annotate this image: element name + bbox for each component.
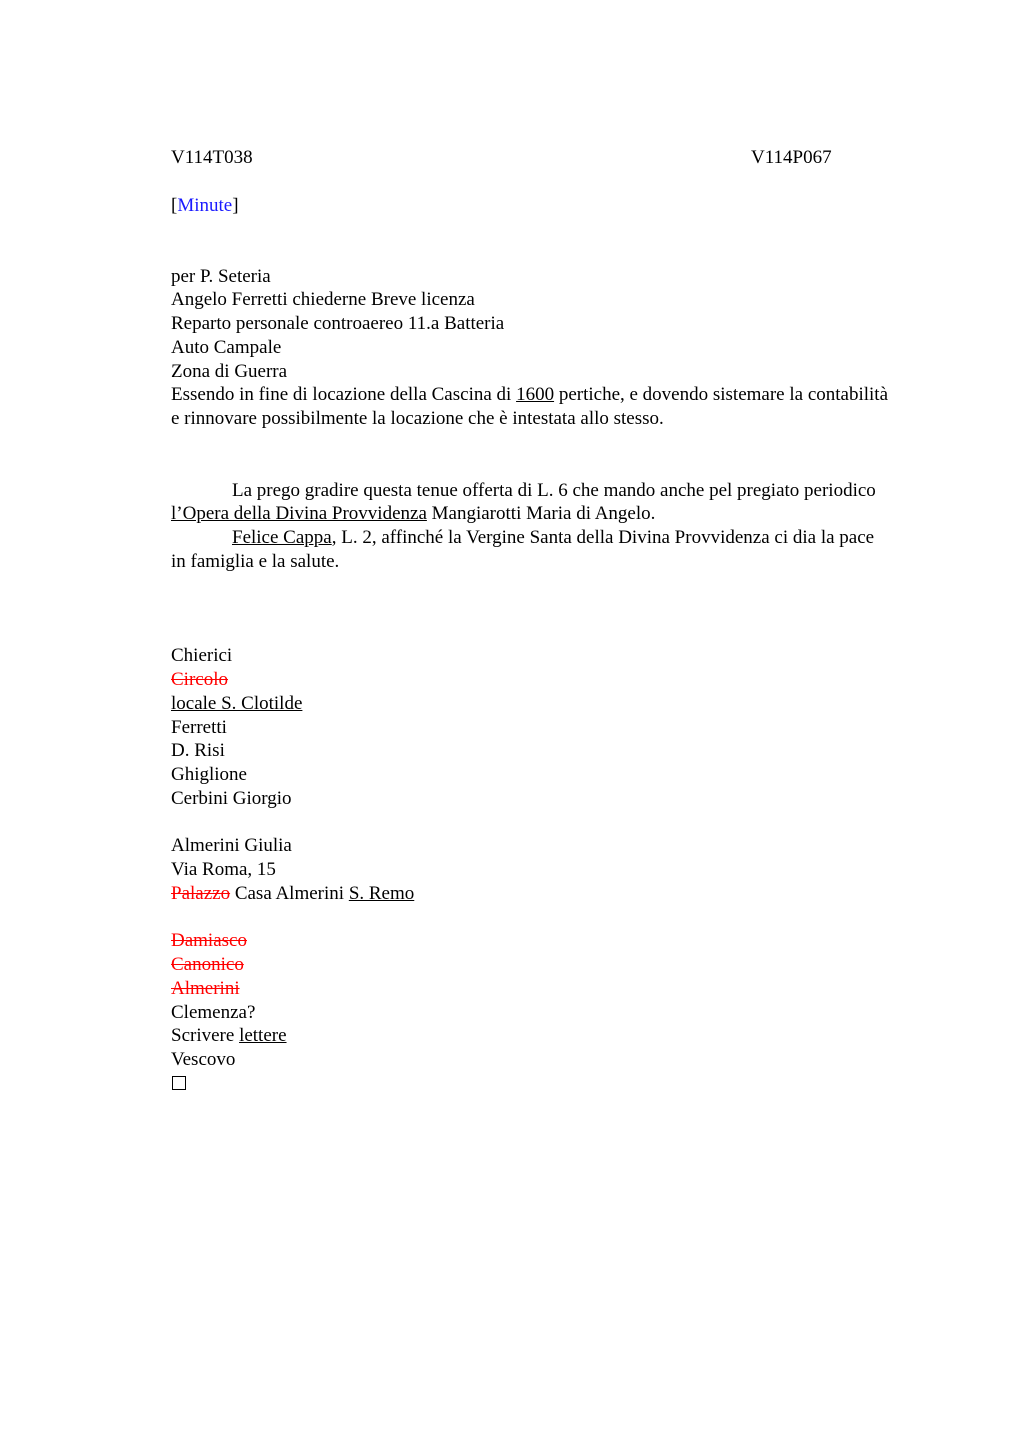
offer-donor-name: Felice Cappa <box>232 527 332 549</box>
document-code-right: V114P067 <box>751 147 832 168</box>
address-name: Almerini Giulia <box>171 835 292 857</box>
minute-bracket-close: ] <box>232 195 239 216</box>
empty-box-icon <box>172 1076 186 1090</box>
list-item: Clemenza? <box>171 1001 256 1023</box>
intro-line: per P. Seteria <box>171 265 271 287</box>
offer-text-end: Mangiarotti Maria di Angelo. <box>426 503 656 525</box>
struck-word: Palazzo <box>171 882 231 904</box>
minute-line <box>171 194 893 218</box>
scrivere-text: Scrivere <box>171 1025 240 1047</box>
struck-list-item: Almerini <box>171 977 240 999</box>
offer-text: La prego gradire questa tenue offerta di L. 6 che mando anche pel pregiato periodico <box>232 479 876 501</box>
list-item: Cerbini Giorgio <box>171 787 292 809</box>
intro-paragraph <box>171 383 893 430</box>
struck-list-item: Canonico <box>171 954 244 976</box>
struck-list-item: Circolo <box>171 669 228 691</box>
struck-list-item: Damiasco <box>171 930 247 952</box>
list-item: Vescovo <box>171 1048 236 1070</box>
list-item-underlined: locale S. Clotilde <box>171 692 303 714</box>
intro-underlined-number: 1600 <box>516 384 555 406</box>
offer-text-2: , L. 2, affinché la Vergine Santa della Divina Provvidenza ci dia la pace in famiglia e la salute. <box>171 527 875 572</box>
notes-list <box>171 929 893 1096</box>
empty-box-row <box>171 1072 893 1097</box>
lettere-underlined: lettere <box>239 1025 287 1047</box>
document-header <box>171 146 893 170</box>
list-item: D. Risi <box>171 740 225 762</box>
intro-block <box>171 265 893 431</box>
address-house-line <box>171 882 893 906</box>
intro-paragraph-text-end: pertiche, e dovendo sistemare la contabilità e rinnovare possibilmente la locazione che è intestata allo stesso. <box>171 384 889 429</box>
intro-line: Reparto personale controaereo 11.a Batteria <box>171 313 505 335</box>
list-item-scrivere <box>171 1024 893 1048</box>
address-block <box>171 834 893 905</box>
address-house: Casa Almerini <box>230 882 349 904</box>
document-code-left: V114T038 <box>171 147 253 168</box>
intro-paragraph-text: Essendo in fine di locazione della Cascina di <box>171 384 517 406</box>
address-street: Via Roma, 15 <box>171 859 276 881</box>
intro-line: Angelo Ferretti chiederne Breve licenza <box>171 289 475 311</box>
offer-block <box>171 479 893 574</box>
address-city: S. Remo <box>348 882 415 904</box>
intro-line: Zona di Guerra <box>171 360 288 382</box>
minute-bracket-open: [ <box>171 195 178 216</box>
list-item: Ghiglione <box>171 763 247 785</box>
intro-line: Auto Campale <box>171 336 282 358</box>
minute-link[interactable]: Minute <box>177 195 233 216</box>
offer-paragraph-1 <box>171 479 893 526</box>
document-page <box>171 146 893 1096</box>
offer-periodical-title: l’Opera della Divina Provvidenza <box>171 503 427 525</box>
list-item: Ferretti <box>171 716 227 738</box>
offer-paragraph-2 <box>171 526 893 573</box>
names-list <box>171 644 893 810</box>
list-item: Chierici <box>171 645 233 667</box>
